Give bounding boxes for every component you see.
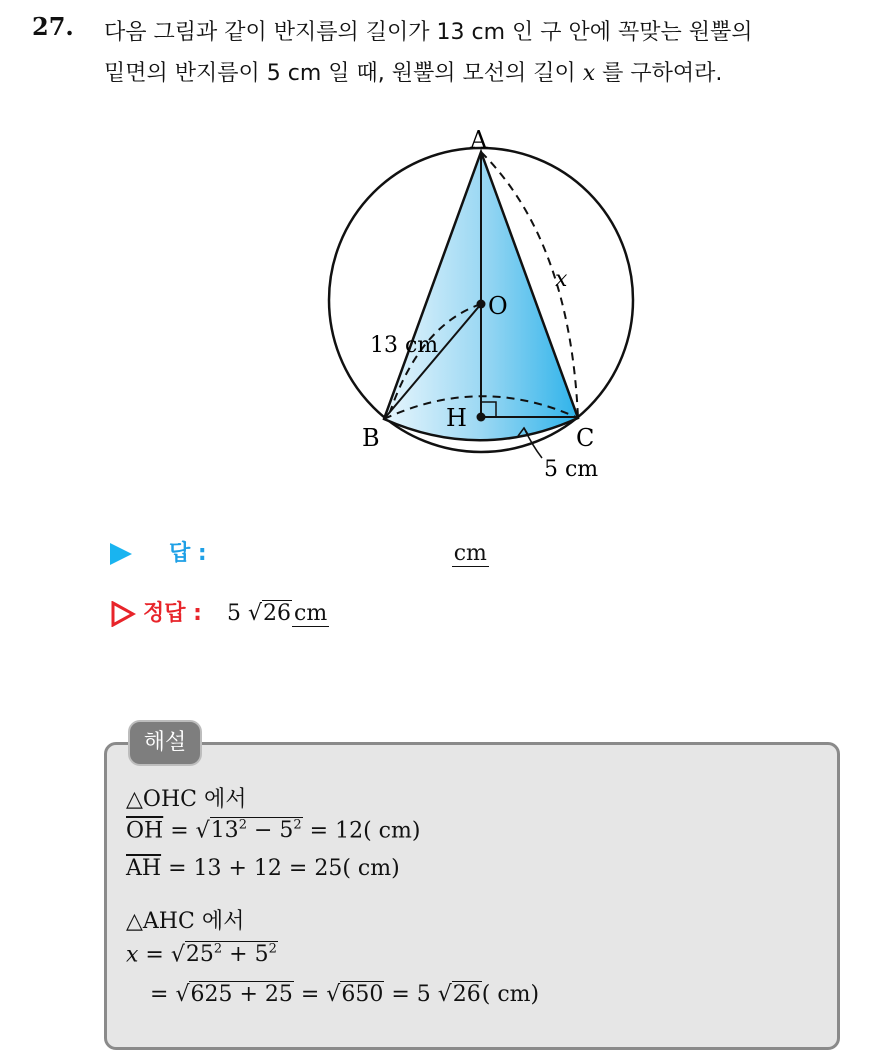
result: = 13 + 12 = 25( cm) — [161, 856, 400, 881]
radicand-part: 13 — [210, 818, 239, 844]
answer-row — [110, 536, 489, 567]
point-H — [477, 413, 486, 422]
sqrt-symbol: $√13^2 - 5^2$ — [195, 818, 302, 844]
unit: ( cm) — [481, 982, 540, 1007]
correct-answer-unit: cm — [294, 601, 328, 626]
radicand-part: − 5 — [246, 818, 294, 844]
solution-line-2 — [126, 818, 420, 843]
label-C: C — [576, 424, 595, 452]
radicand-part: 25 — [185, 942, 214, 968]
exponent: 2 — [293, 818, 302, 833]
label-5cm: 5 cm — [544, 457, 599, 482]
correct-answer-coef: 5 — [226, 601, 241, 626]
solution-line-4: △AHC 에서 — [126, 909, 245, 934]
label-H: H — [446, 404, 467, 432]
outline-triangle-icon — [110, 601, 136, 627]
solution-line-1: △OHC 에서 — [126, 787, 247, 812]
problem-text-line2 — [104, 56, 722, 87]
answer-unit[interactable]: cm — [453, 541, 487, 566]
correct-answer-row — [110, 596, 329, 627]
sqrt-symbol: $√25^2 + 5^2$ — [170, 942, 277, 968]
play-arrow-icon — [110, 543, 132, 565]
radicand: 625 + 25 — [190, 982, 293, 1007]
radicand: 650 — [341, 982, 384, 1007]
problem-text-line2-pre: 밑면의 반지름이 5 cm 일 때, 원뿔의 모선의 길이 — [104, 61, 576, 86]
sqrt-symbol: √650 — [326, 982, 384, 1007]
radicand — [210, 817, 303, 843]
sqrt-symbol: √625 + 25 — [175, 982, 293, 1007]
correct-answer-value — [227, 601, 329, 626]
equals: = — [138, 942, 171, 968]
point-O — [477, 300, 486, 309]
equals: = — [150, 982, 176, 1007]
radicand — [185, 941, 278, 967]
answer-label: 답 : — [169, 541, 207, 566]
radicand-part: + 5 — [222, 942, 269, 968]
solution-tag: 해설 — [128, 720, 202, 766]
label-13cm: 13 cm — [370, 333, 439, 358]
variable-x: x — [126, 942, 139, 968]
segment-OH: $\overline{OH}$ — [126, 818, 164, 844]
solution-line-3 — [126, 856, 400, 881]
solution-line-6 — [150, 982, 539, 1007]
label-x: x — [555, 267, 568, 292]
equals: = 5 — [384, 982, 438, 1007]
segment-AH: $\overline{AH}$ — [126, 856, 162, 881]
label-O: O — [488, 292, 508, 320]
label-A: A — [470, 126, 488, 154]
solution-line-5 — [126, 942, 278, 967]
sqrt-symbol: √26 — [247, 601, 291, 626]
radicand: 26 — [452, 982, 481, 1007]
equals: = — [163, 818, 196, 844]
result: = 12( cm) — [302, 818, 421, 844]
label-B: B — [362, 424, 380, 452]
exponent: 2 — [238, 818, 247, 833]
correct-answer-radicand: 26 — [263, 601, 291, 626]
exponent: 2 — [213, 942, 223, 957]
problem-variable-x: x — [582, 61, 596, 86]
problem-number: 27. — [32, 12, 74, 41]
sqrt-symbol: √26 — [437, 982, 481, 1007]
equals: = — [293, 982, 327, 1007]
correct-answer-label: 정답 : — [143, 601, 202, 626]
exponent: 2 — [268, 942, 277, 957]
problem-text-line2-post: 를 구하여라. — [602, 61, 723, 86]
problem-text-line1: 다음 그림과 같이 반지름의 길이가 13 cm 인 구 안에 꼭맞는 원뿔의 — [104, 20, 753, 45]
cone-in-sphere-figure — [310, 120, 650, 490]
